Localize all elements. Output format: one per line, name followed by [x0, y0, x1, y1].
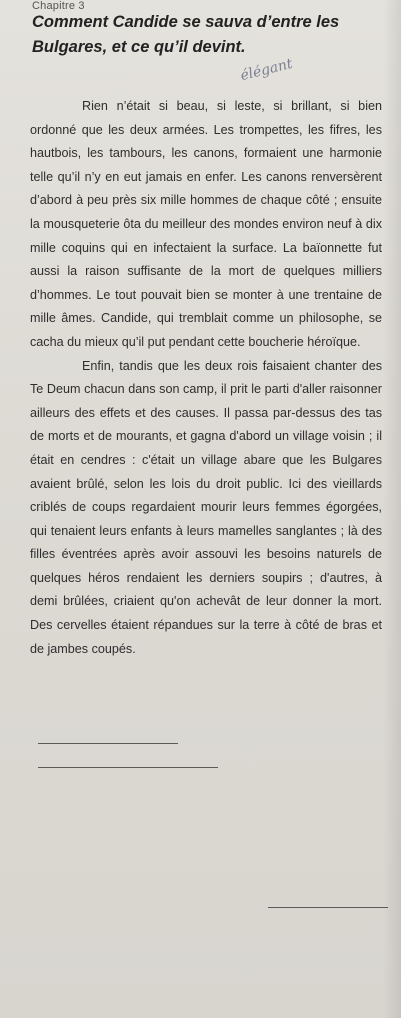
paragraph-2: Enfin, tandis que les deux rois faisaient chanter des Te Deum chacun dans son camp, il prit le parti d'aller raisonner ailleurs des effets et des causes. Il passa par-dessus des tas de morts et de mourants, et gagna d'abord un village voisin ; il était en cendres : c'était un village abare que les Bulgares avaient brûlé, selon les lois du droit public. Ici des vieillards criblés de coups regardaient mourir leurs femmes égorgées, qui tenaient leurs enfants à leurs mamelles sanglantes ; là des filles éventrées après avoir assouvi les besoins naturels de quelques héros rendaient les derniers soupirs ; d'autres, à demi brûlées, criaient qu'on achevât de leur donner la mort. Des cervelles étaient répandues sur la terre à côté de bras et de jambes coupés. [30, 358, 382, 656]
page-edge-shadow [383, 0, 401, 1018]
body-text [30, 95, 382, 661]
pencil-underline-3 [268, 907, 388, 908]
chapter-title: Comment Candide se sauva d’entre les Bulgares, et ce qu’il devint. [32, 13, 340, 56]
pencil-underline-1 [38, 743, 178, 744]
handwritten-annotation: élégant [238, 55, 295, 85]
paragraph-1: Rien n’était si beau, si leste, si brillant, si bien ordonné que les deux armées. Les trompettes, les fifres, les hautbois, les tambours, les canons, formaient une harmonie telle qu’il n’y en eut jamais en enfer. Les canons renversèrent d’abord à peu près six mille hommes de chaque côté ; ensuite la mousqueterie ôta du meilleur des mondes environ neuf à dix mille coquins qui en infectaient la surface. La baïonnette fut aussi la raison suffisante de la mort de quelques milliers d’hommes. Le tout pouvait bien se monter à une trentaine de mille âmes. Candide, qui tremblait comme un philosophe, se cacha du mieux qu’il put pendant cette boucherie héroïque. [30, 99, 382, 349]
pencil-underline-2 [38, 767, 218, 768]
chapter-label: Chapitre 3 [32, 0, 85, 12]
